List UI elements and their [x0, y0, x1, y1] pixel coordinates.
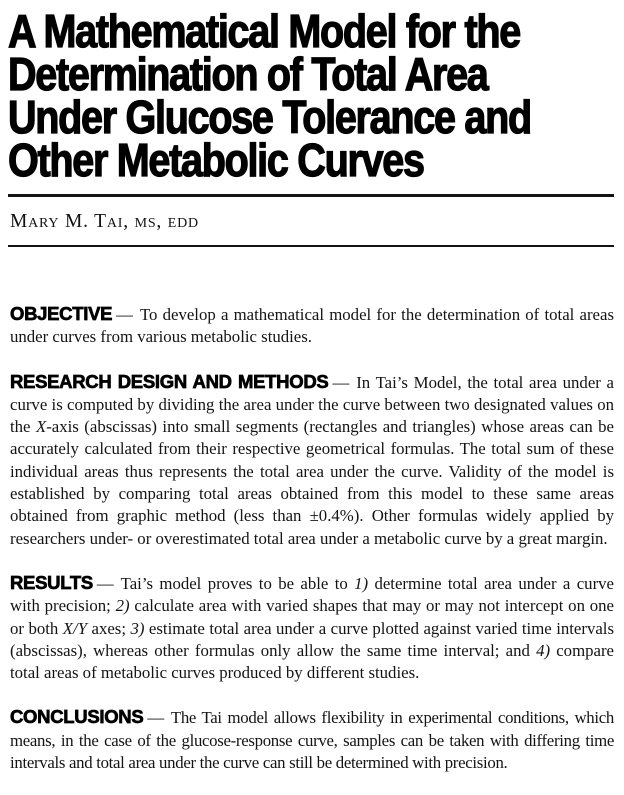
section-body-text: To develop a mathematical model for the determination of total areas under curves from various metabolic studies.	[10, 305, 614, 347]
section-heading-dash: —	[332, 372, 350, 392]
section-heading-results: RESULTS	[10, 571, 93, 593]
article-title-line-3: Under Glucose Tolerance and	[8, 91, 531, 143]
article-title-line-4: Other Metabolic Curves	[8, 134, 424, 186]
section-body-text: calculate area with varied shapes that may or may not intercept on one or both	[10, 596, 614, 638]
section-conclusions	[10, 706, 614, 774]
section-body-italic-text: 1)	[354, 573, 369, 593]
section-research-design-and-methods	[10, 371, 614, 550]
section-heading-dash: —	[96, 573, 114, 593]
section-body-text: -axis (abscissas) into small segments (rectangles and triangles) whose areas can be accurately calculated from their respective geometrical formulas. The total sum of these individual areas thus represents the total area under the curve. Validity of the model is established by comparing total areas obtained from this model to these same areas obtained from graphic method (less than ±0.4%). Other formulas widely applied by researchers under- or overestimated total area under a metabolic curve by a great margin.	[10, 417, 614, 548]
abstract-sections	[8, 303, 614, 774]
article-title-line-1: A Mathematical Model for the	[8, 5, 520, 57]
section-results	[10, 572, 614, 684]
article-title-line-2: Determination of Total Area	[8, 48, 488, 100]
section-heading-research-design-and-methods: RESEARCH DESIGN AND METHODS	[10, 370, 329, 392]
author-line: Mary M. Tai, ms, edd	[10, 211, 199, 232]
section-body-italic-text: X	[35, 417, 47, 437]
section-objective	[10, 303, 614, 349]
section-heading-objective: OBJECTIVE	[10, 303, 113, 324]
section-body-text: Tai’s model proves to be able to	[120, 573, 355, 593]
section-body-italic-text: X/Y	[62, 618, 88, 638]
section-heading-conclusions: CONCLUSIONS	[10, 706, 144, 728]
section-body-text: axes;	[87, 618, 131, 638]
divider-above-author	[8, 194, 614, 197]
divider-below-author	[8, 245, 614, 247]
section-body-italic-text: 3)	[130, 618, 145, 638]
section-body-text: In Tai’s Model, the total area under a curve is computed by dividing the area under the curve between two designated values on the	[10, 372, 614, 437]
article-title	[8, 5, 614, 186]
section-heading-dash: —	[147, 708, 164, 728]
section-body-italic-text: 4)	[536, 640, 551, 660]
section-body-text: The Tai model allows flexibility in experimental conditions, which means, in the case of the glucose-response curve, samples can be taken with differing time intervals and total area under the curve can still be determined with precision.	[10, 708, 614, 773]
section-body-text: determine total area under a curve with precision;	[10, 573, 614, 616]
section-body-text: estimate total area under a curve plotted against varied time intervals (abscissas), whereas other formulas only allow the same time interval; and	[10, 618, 614, 660]
section-body-italic-text: 2)	[115, 596, 130, 616]
section-heading-dash: —	[116, 305, 133, 324]
section-body-text: compare total areas of metabolic curves produced by different studies.	[10, 640, 614, 683]
